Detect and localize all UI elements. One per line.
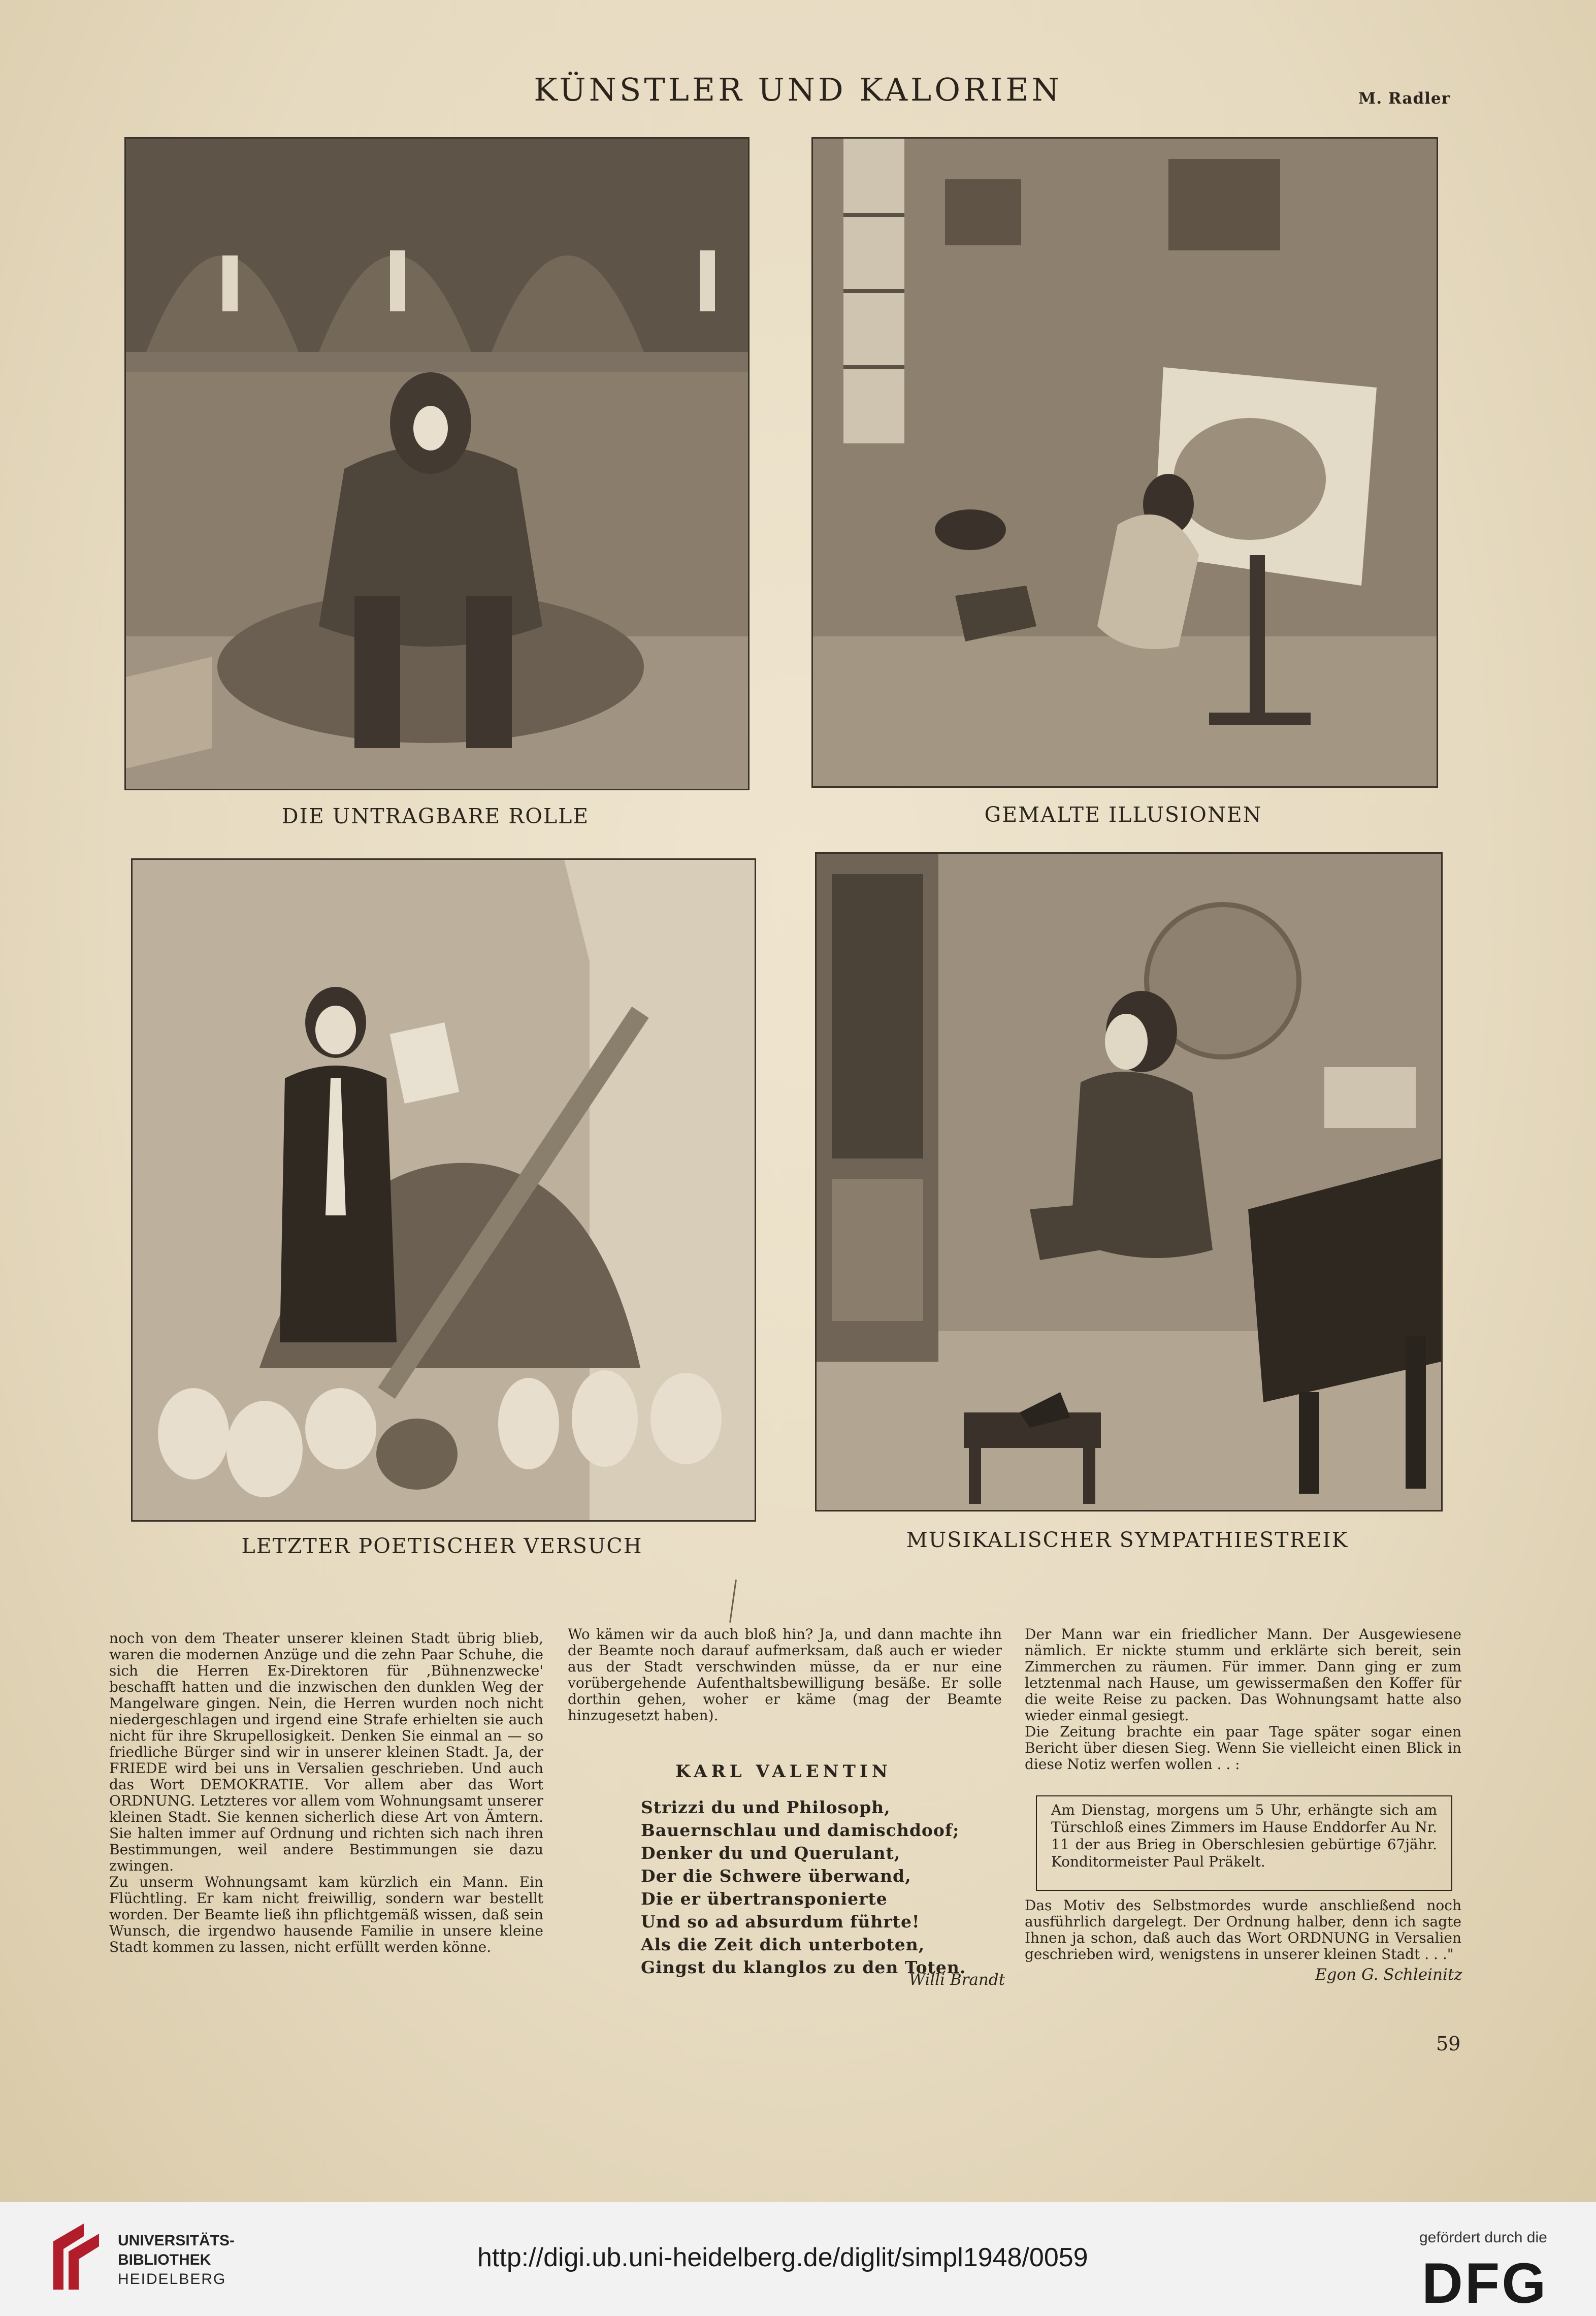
knight-armor-illustration xyxy=(126,139,748,789)
caption-panel-2: GEMALTE ILLUSIONEN xyxy=(984,802,1262,827)
article-column-3 xyxy=(1025,1626,1461,1773)
poem-title: KARL VALENTIN xyxy=(675,1761,892,1782)
newspaper-notice-box: Am Dienstag, morgens um 5 Uhr, erhängte sich am Türschloß eines Zimmers im Hause Enddorfer Au Nr. 11 der aus Brieg in Oberschlesien gebürtige 67jähr. Konditormeister Paul Präkelt. xyxy=(1036,1795,1452,1891)
poem-line: Bauernschlau und damischdoof; xyxy=(641,1820,960,1840)
article-paragraph: Zu unserm Wohnungsamt kam kürzlich ein Mann. Ein Flüchtling. Er kam nicht freiwillig, sondern war bestellt worden. Der Beamte ließ ihn pflichtgemäß wissen, daß sein Wunsch, die irgendwo hausende Familie in unsere kleine Stadt kommen zu lassen, nicht erfüllt werden könne. xyxy=(109,1874,543,1955)
painter-easel-illustration xyxy=(813,139,1437,786)
poem-line: Gingst du klanglos zu den Toten. xyxy=(641,1957,966,1977)
illustration-pianist xyxy=(815,852,1443,1511)
article-column-1 xyxy=(109,1630,543,1955)
poem-line: Als die Zeit dich unterboten, xyxy=(641,1935,925,1954)
article-column-2 xyxy=(568,1626,1002,1724)
article-column-3-continued: Das Motiv des Selbstmordes wurde anschließend noch ausführlich dargelegt. Der Ordnung halber, denn ich sagte Ihnen ja schon, daß auch das Wort ORDNUNG in Versalien geschrieben wird, wenigstens in unserer kleinen Stadt . . ." xyxy=(1025,1897,1461,1963)
page-title: KÜNSTLER UND KALORIEN xyxy=(534,71,1062,108)
article-paragraph: noch von dem Theater unserer kleinen Stadt übrig blieb, waren die modernen Anzüge und die zehn Paar Schuhe, die sich die Herren Ex-Direktoren für ‚Bühnenzwecke' beschafft hatten und die inzwischen den dunklen Weg der Mangelware gingen. Nein, die Herren wurden noch nicht niedergeschlagen und irgend eine Strafe erhielten sie auch nicht für ihre Skrupellosigkeit. Denken Sie einmal an — so friedliche Bürger sind wir in unserer kleinen Stadt. Ja, der FRIEDE wird bei uns in Versalien geschrieben. Und auch das Wort DEMOKRATIE. Vor allem aber das Wort ORDNUNG. Letzteres vor allem vom Wohnungsamt unserer kleinen Stadt. Sie kennen sicherlich diese Art von Ämtern. Sie halten immer auf Ordnung und richten sich nach ihren Bestimmungen, weil andere Bestimmungen sie dazu zwingen. xyxy=(109,1630,543,1874)
permalink-url[interactable]: http://digi.ub.uni-heidelberg.de/diglit/simpl1948/0059 xyxy=(477,2243,1088,2272)
poet-chickens-illustration xyxy=(133,860,755,1520)
pianist-illustration xyxy=(817,854,1441,1510)
page-number: 59 xyxy=(1436,2033,1461,2055)
funding-label: gefördert durch die xyxy=(1419,2229,1547,2246)
illustrator-credit: M. Radler xyxy=(1358,89,1450,108)
poem-line: Die er übertransponierte xyxy=(641,1889,888,1909)
illustration-poet xyxy=(131,858,756,1522)
illustration-painter xyxy=(811,137,1438,788)
article-paragraph: Der Mann war ein friedlicher Mann. Der Ausgewiesene nämlich. Er nickte stumm und erklärte sich bereit, sein Zimmerchen zu räumen. Für immer. Dann ging er zum letztenmal nach Hause, um gewissermaßen den Koffer für die weite Reise zu packen. Das Wohnungsamt hatte also wieder einmal gesiegt. xyxy=(1025,1626,1461,1724)
university-library-logo-icon[interactable] xyxy=(48,2221,104,2292)
poem-body xyxy=(641,1796,996,1979)
article-paragraph: Die Zeitung brachte ein paar Tage später sogar einen Bericht über diesen Sieg. Wenn Sie vielleicht einen Blick in diese Notiz werfen wollen . . : xyxy=(1025,1723,1461,1773)
poem-line: Der die Schwere überwand, xyxy=(641,1866,911,1886)
poem-signature: Willi Brandt xyxy=(909,1971,1005,1989)
institution-name[interactable]: UNIVERSITÄTS- BIBLIOTHEK HEIDELBERG xyxy=(118,2232,235,2288)
poem-line: Und so ad absurdum führte! xyxy=(641,1912,920,1932)
caption-panel-1: DIE UNTRAGBARE ROLLE xyxy=(281,804,590,828)
poem-line: Denker du und Querulant, xyxy=(641,1843,901,1863)
caption-panel-3: LETZTER POETISCHER VERSUCH xyxy=(241,1534,643,1558)
article-signature: Egon G. Schleinitz xyxy=(1315,1966,1462,1984)
dfg-logo[interactable]: DFG xyxy=(1422,2251,1548,2315)
paper-crease xyxy=(729,1580,737,1623)
caption-panel-4: MUSIKALISCHER SYMPATHIESTREIK xyxy=(906,1528,1349,1552)
article-paragraph: Wo kämen wir da auch bloß hin? Ja, und dann machte ihn der Beamte noch darauf aufmerksam, daß auch er wieder aus der Stadt verschwinden müsse, da er nur eine vorübergehende Aufenthaltsbewilligung besäße. Er solle dorthin gehen, woher er käme (mag der Beamte hinzugesetzt haben). xyxy=(568,1626,1002,1724)
digital-library-footer xyxy=(0,2202,1596,2316)
poem-line: Strizzi du und Philosoph, xyxy=(641,1797,891,1817)
illustration-knight xyxy=(124,137,750,790)
